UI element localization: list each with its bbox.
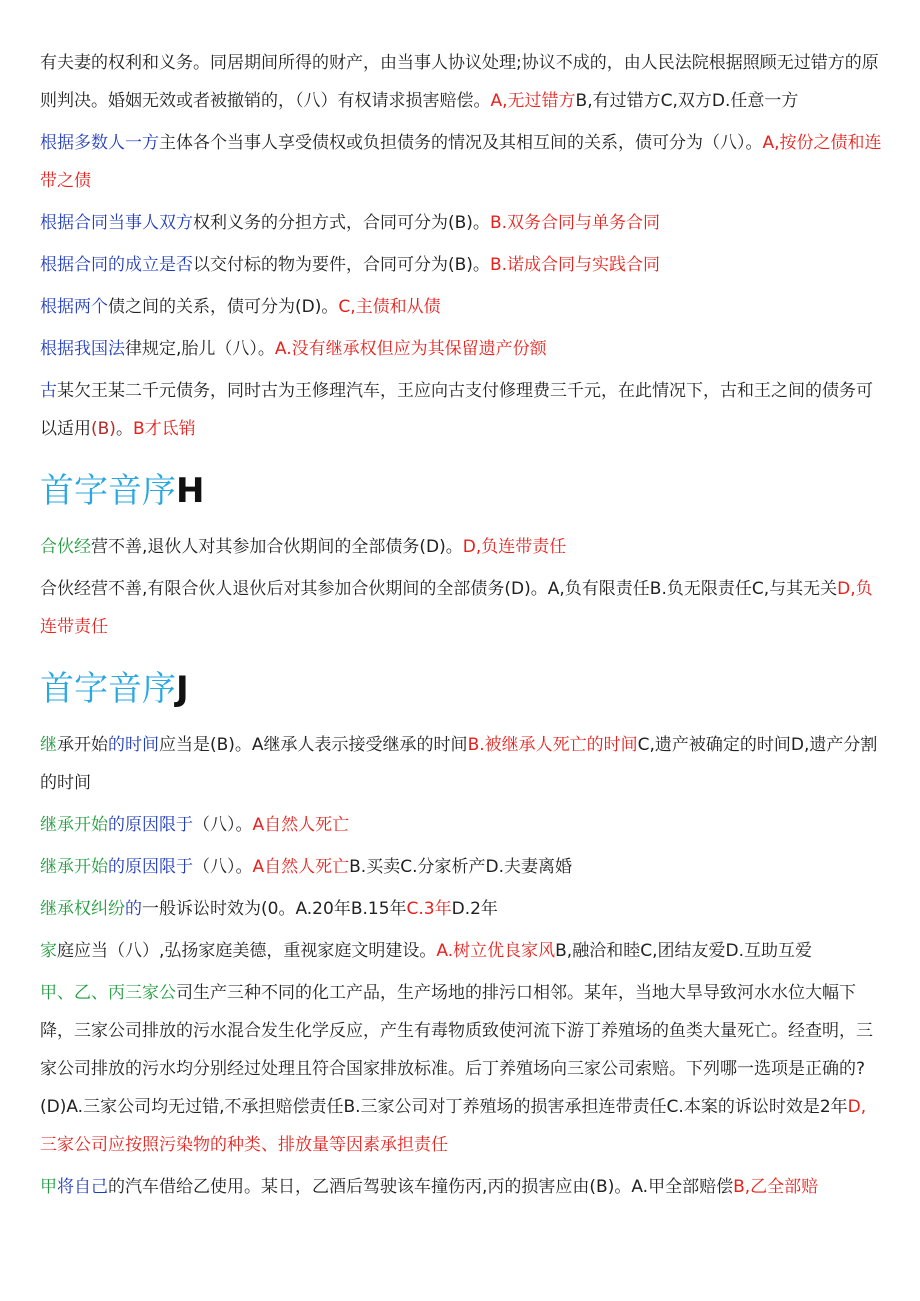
question-paragraph xyxy=(40,806,882,844)
document-page xyxy=(40,44,882,1210)
question-paragraph xyxy=(40,124,882,200)
text-segment: 应当是(B)。A继承人表示接受继承的时间 xyxy=(159,735,468,755)
question-paragraph xyxy=(40,246,882,284)
question-paragraph xyxy=(40,890,882,928)
text-segment: 某欠王某二千元债务，同时古为王修理汽车，王应向古支付修理费三千元，在此情况下，古和王之间的债务可以适用 xyxy=(40,381,873,439)
text-segment: 营不善,退伙人对其参加合伙期间的全部债务(D)。 xyxy=(91,537,463,557)
question-paragraph xyxy=(40,570,882,646)
text-segment: 甲 xyxy=(40,1177,57,1197)
section-heading xyxy=(40,468,882,514)
question-paragraph xyxy=(40,726,882,802)
answer-text: B.双务合同与单务合同 xyxy=(489,213,661,233)
answer-text: D,负连带责任 xyxy=(462,537,567,557)
text-segment: 继承权纠纷 xyxy=(40,899,125,919)
text-segment: D.2年 xyxy=(451,899,498,919)
text-segment: （八）。 xyxy=(193,857,253,877)
text-segment: B,有过错方C,双方D.任意一方 xyxy=(575,91,799,111)
text-segment: 司生产三种不同的化工产品，生产场地的排污口相邻。某年，当地大旱导致河水水位大幅下降，三家公司排放的污水混合发生化学反应，产生有毒物质致使河流下游丁养殖场的鱼类大量死亡。经查明，三家公司排放的污水均分别经过处理且符合国家排放标准。后丁养殖场向三家公司索赔。下列哪一选项是正确的?(D)A.三家公司均无过错,不承担赔偿责任B.三家公司对丁养殖场的损害承担连带责任C.本案的诉讼时效是2年 xyxy=(40,983,873,1117)
answer-text: A,无过错方 xyxy=(490,91,576,111)
heading-letter: J xyxy=(176,669,189,709)
text-segment: 权利义务的分担方式，合同可分为(B)。 xyxy=(193,213,490,233)
question-paragraph xyxy=(40,204,882,242)
question-paragraph xyxy=(40,44,882,120)
answer-text: B才氐销 xyxy=(132,419,196,439)
question-paragraph xyxy=(40,528,882,566)
text-segment: 首字音序 xyxy=(40,471,176,511)
question-paragraph xyxy=(40,288,882,326)
text-segment: 主体各个当事人享受债权或负担债务的情况及其相互间的关系，债可分为（八）。 xyxy=(159,133,763,153)
text-segment: 律规定,胎儿（八）。 xyxy=(125,339,275,359)
text-segment: B.买卖C.分家析产D.夫妻离婚 xyxy=(349,857,572,877)
text-segment: 的原因限于 xyxy=(108,857,193,877)
answer-text: A.没有继承权但应为其保留遗产份额 xyxy=(274,339,547,359)
question-paragraph xyxy=(40,330,882,368)
text-segment: 债之间的关系，债可分为(D)。 xyxy=(108,297,339,317)
text-segment: C,遗产被确定的时间D,遗产分割的时间 xyxy=(40,735,878,793)
text-segment: 有夫妻的权利和义务。同居期间所得的财产，由当事人协议处理;协议不成的，由人民法院根据照顾无过错方的原则判决。婚姻无效或者被撤销的，（八）有权请求损害赔偿。 xyxy=(40,53,879,111)
text-segment: 甲、乙、丙三家公 xyxy=(40,983,176,1003)
question-paragraph xyxy=(40,372,882,448)
answer-text: A自然人死亡 xyxy=(252,815,350,835)
answer-text: B,乙全部赔 xyxy=(733,1177,819,1197)
answer-text: C.3年 xyxy=(406,899,452,919)
text-segment: 继承开始 xyxy=(40,857,108,877)
question-paragraph xyxy=(40,974,882,1164)
text-segment: 首字音序 xyxy=(40,669,176,709)
text-segment: 继 xyxy=(40,735,57,755)
text-segment: 庭应当（八）,弘扬家庭美德，重视家庭文明建设。 xyxy=(57,941,437,961)
text-segment: 一般诉讼时效为(0。A.20年B.15年 xyxy=(142,899,407,919)
text-segment: 根据两个 xyxy=(40,297,108,317)
text-segment: 的 xyxy=(125,899,142,919)
answer-text: B.诺成合同与实践合同 xyxy=(489,255,661,275)
text-segment: 根据我国法 xyxy=(40,339,125,359)
text-segment: 。 xyxy=(115,419,133,439)
text-segment: 的原因限于 xyxy=(108,815,193,835)
question-paragraph xyxy=(40,1168,882,1206)
section-heading xyxy=(40,666,882,712)
answer-text: A.树立优良家风 xyxy=(436,941,556,961)
text-segment: B,融洽和睦C,团结友爱D.互助互爱 xyxy=(555,941,812,961)
answer-text: A,按份之债和连带之债 xyxy=(40,133,882,191)
text-segment: 合伙经 xyxy=(40,537,91,557)
answer-text: B.被继承人死亡的时间 xyxy=(467,735,638,755)
text-segment: 根据合同的成立是否 xyxy=(40,255,193,275)
text-segment: 以交付标的物为要件，合同可分为(B)。 xyxy=(193,255,490,275)
text-segment: 合伙经营不善,有限合伙人退伙后对其参加合伙期间的全部债务(D)。A,负有限责任B.负无限责任C,与其无关 xyxy=(40,579,838,599)
text-segment: 根据多数人一方 xyxy=(40,133,159,153)
text-segment: 承开始 xyxy=(57,735,108,755)
text-segment: （八）。 xyxy=(193,815,253,835)
text-segment: 古 xyxy=(40,381,57,401)
text-segment: 将自己 xyxy=(57,1177,108,1197)
answer-text: D,负连带责任 xyxy=(40,579,873,637)
text-segment: (B) xyxy=(91,419,116,439)
answer-text: A自然人死亡 xyxy=(252,857,350,877)
answer-text: C,主债和从债 xyxy=(338,297,441,317)
text-segment: 根据合同当事人双方 xyxy=(40,213,193,233)
text-segment: 继承开始 xyxy=(40,815,108,835)
text-segment: 的汽车借给乙使用。某日，乙酒后驾驶该车撞伤丙,丙的损害应由(B)。A.甲全部赔偿 xyxy=(108,1177,734,1197)
heading-letter: H xyxy=(176,471,205,511)
answer-text: D,三家公司应按照污染物的种类、排放量等因素承担责任 xyxy=(40,1097,867,1155)
text-segment: 的时间 xyxy=(108,735,159,755)
text-segment: 家 xyxy=(40,941,57,961)
question-paragraph xyxy=(40,848,882,886)
question-paragraph xyxy=(40,932,882,970)
